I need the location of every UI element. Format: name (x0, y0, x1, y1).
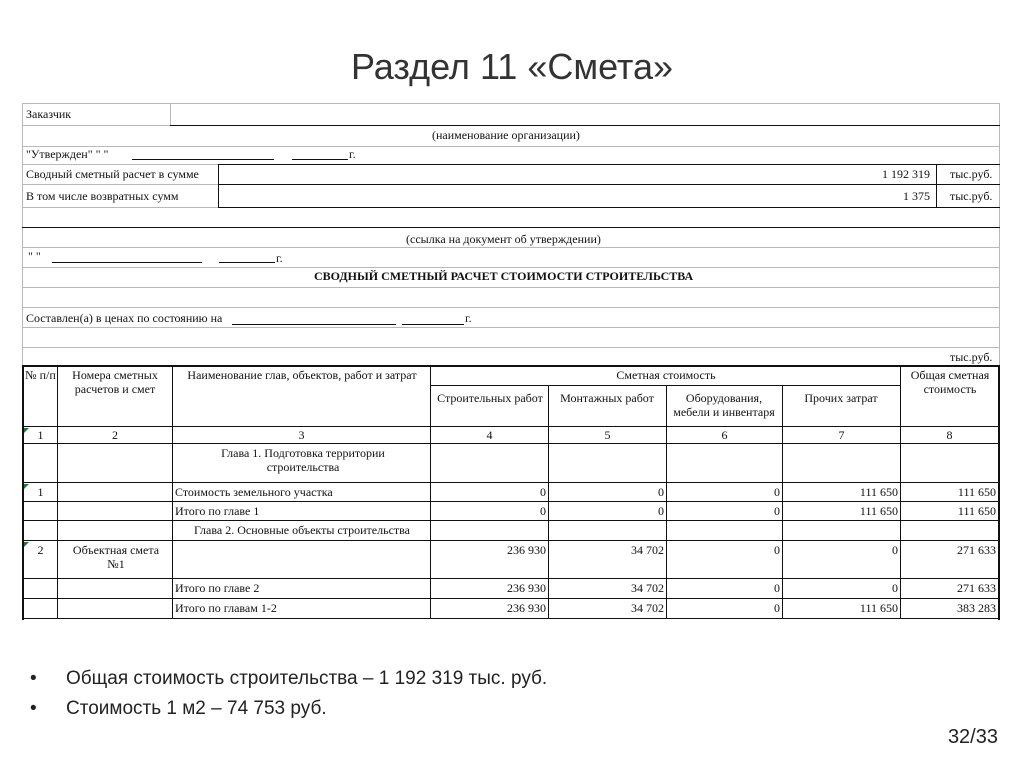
header-name: Наименование глав, объектов, работ и затрат (187, 368, 417, 382)
col-number: 5 (604, 428, 611, 442)
returnable-unit: тыс.руб. (950, 189, 993, 203)
header-cost-group: Сметная стоимость (616, 368, 716, 382)
doc-year: г. (276, 251, 283, 265)
row-num: 2 (37, 543, 44, 557)
cell-construction: 236 930 (507, 543, 546, 557)
row-name: Итого по главам 1-2 (175, 601, 277, 615)
approved-year: г. (349, 147, 356, 161)
cell-total: 383 283 (957, 601, 996, 615)
cell-equipment: 0 (774, 581, 780, 595)
cell-equipment: 0 (774, 485, 780, 499)
cell-installation: 34 702 (631, 601, 664, 615)
col-number: 6 (721, 428, 728, 442)
summary-label: Сводный сметный расчет в сумме (26, 167, 199, 181)
cell-construction: 0 (540, 504, 546, 518)
returnable-label: В том числе возвратных сумм (26, 189, 179, 203)
cell-other: 111 650 (859, 485, 898, 499)
unit-right: тыс.руб. (950, 350, 993, 364)
cell-total: 111 650 (957, 485, 996, 499)
cell-construction: 236 930 (507, 581, 546, 595)
header-installation: Монтажных работ (560, 391, 654, 405)
row-name: Итого по главе 1 (175, 504, 260, 518)
summary-bullets (30, 666, 930, 726)
row-num: 1 (37, 485, 44, 499)
cell-construction: 236 930 (507, 601, 546, 615)
header-equipment: Оборудования, мебели и инвентаря (673, 391, 775, 419)
cell-installation: 34 702 (631, 581, 664, 595)
compiled-label: Составлен(а) в ценах по состоянию на (26, 311, 223, 325)
cell-equipment: 0 (774, 504, 780, 518)
chapter-2-title: Глава 2. Основные объекты строительства (194, 523, 410, 537)
approved-label: "Утвержден" " " (26, 147, 109, 161)
cell-installation: 0 (658, 485, 664, 499)
col-number: 2 (112, 428, 118, 442)
slide-title: Раздел 11 «Смета» (350, 46, 674, 87)
cell-other: 0 (892, 543, 898, 557)
col-number: 7 (838, 428, 845, 442)
compiled-year: г. (465, 311, 472, 325)
col-number: 1 (37, 428, 44, 442)
bullet-cost-per-m2: • Стоимость 1 м2 – 74 753 руб. (30, 696, 930, 726)
chapter-1-title: Глава 1. Подготовка территории строительства (221, 446, 385, 474)
summary-value: 1 192 319 (882, 167, 930, 181)
bullet-total-cost: • Общая стоимость строительства – 1 192 319 тыс. руб. (30, 666, 930, 696)
org-caption: (наименование организации) (432, 128, 580, 142)
main-title: СВОДНЫЙ СМЕТНЫЙ РАСЧЕТ СТОИМОСТИ СТРОИТЕЛЬСТВА (314, 269, 694, 283)
customer-label: Заказчик (26, 107, 72, 121)
header-total: Общая сметная стоимость (910, 368, 990, 396)
cell-installation: 0 (658, 504, 664, 518)
col-number: 3 (298, 428, 305, 442)
cell-other: 111 650 (859, 601, 898, 615)
col-number: 8 (946, 428, 953, 442)
estimate-sheet (22, 103, 1002, 620)
col-number: 4 (486, 428, 493, 442)
cell-equipment: 0 (774, 543, 780, 557)
header-construction: Строительных работ (437, 391, 543, 405)
quote-mark: " " (28, 249, 41, 263)
row-name: Итого по главе 2 (175, 581, 260, 595)
page-number: 32/33 (947, 726, 998, 748)
cell-total: 271 633 (957, 581, 996, 595)
cell-installation: 34 702 (631, 543, 664, 557)
doc-ref-caption: (ссылка на документ об утверждении) (406, 232, 601, 246)
cell-total: 111 650 (957, 504, 996, 518)
cell-equipment: 0 (774, 601, 780, 615)
cell-construction: 0 (540, 485, 546, 499)
row-ref: Объектная смета №1 (72, 543, 160, 571)
header-other: Прочих затрат (804, 391, 878, 405)
returnable-value: 1 375 (903, 189, 930, 203)
cell-total: 271 633 (957, 543, 996, 557)
header-num: № п/п (25, 368, 56, 382)
cell-other: 111 650 (859, 504, 898, 518)
summary-unit: тыс.руб. (950, 167, 993, 181)
cell-other: 0 (892, 581, 898, 595)
row-name: Стоимость земельного участка (175, 485, 333, 499)
header-estimate-nums: Номера сметных расчетов и смет (72, 368, 158, 396)
